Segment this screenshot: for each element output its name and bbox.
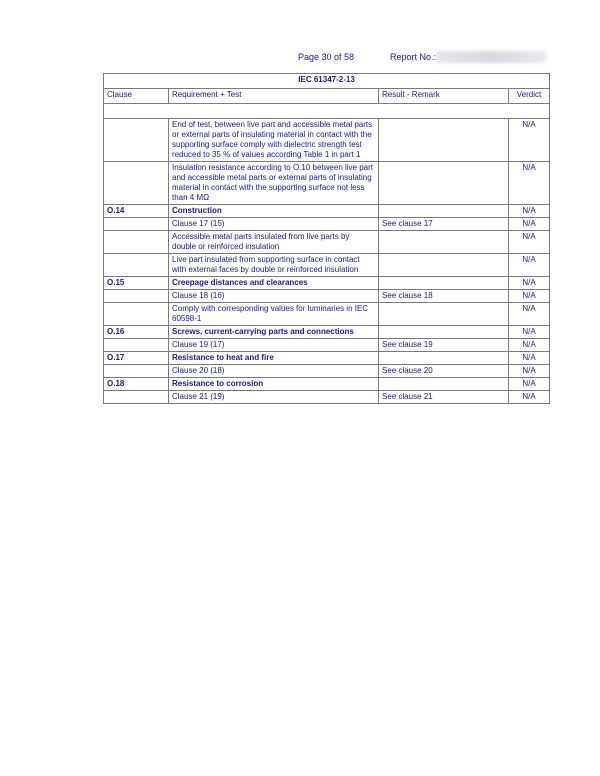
requirement-cell: Live part insulated from supporting surface in contact with external faces by double or reinforced insulation	[169, 254, 379, 277]
table-row	[104, 290, 550, 303]
requirement-cell: Screws, current-carrying parts and connections	[169, 326, 379, 339]
verdict-cell: N/A	[509, 231, 550, 254]
result-cell: See clause 17	[379, 218, 509, 231]
requirement-cell: Creepage distances and clearances	[169, 277, 379, 290]
clause-cell: O.15	[104, 277, 169, 290]
column-header-clause: Clause	[104, 89, 169, 104]
table-row	[104, 254, 550, 277]
clause-cell: O.14	[104, 205, 169, 218]
table-row	[104, 378, 550, 391]
result-cell	[379, 277, 509, 290]
result-cell	[379, 254, 509, 277]
table-spacer	[104, 104, 550, 119]
result-cell: See clause 18	[379, 290, 509, 303]
page-number: Page 30 of 58	[298, 52, 355, 62]
verdict-cell: N/A	[509, 339, 550, 352]
table-row	[104, 326, 550, 339]
page-header	[0, 52, 600, 66]
verdict-table	[103, 73, 550, 404]
table-title-row	[104, 74, 550, 89]
clause-cell	[104, 339, 169, 352]
result-cell: See clause 20	[379, 365, 509, 378]
clause-cell: O.17	[104, 352, 169, 365]
verdict-cell: N/A	[509, 326, 550, 339]
result-cell	[379, 205, 509, 218]
table-row	[104, 391, 550, 404]
verdict-cell: N/A	[509, 290, 550, 303]
clause-cell	[104, 303, 169, 326]
verdict-cell: N/A	[509, 378, 550, 391]
requirement-cell: End of test, between live part and accessible metal parts or external parts of insulating material in contact with the supporting surface comply with dielectric strength test reduced to 35 % of values according Table 1 in part 1	[169, 119, 379, 162]
column-header-verdict: Verdict	[509, 89, 550, 104]
column-header-result: Result - Remark	[379, 89, 509, 104]
table-row	[104, 162, 550, 205]
verdict-cell: N/A	[509, 352, 550, 365]
clause-cell	[104, 218, 169, 231]
table-row	[104, 303, 550, 326]
table-row	[104, 205, 550, 218]
table-row	[104, 352, 550, 365]
verdict-cell: N/A	[509, 303, 550, 326]
table-title: IEC 61347-2-13	[104, 74, 550, 89]
clause-cell	[104, 254, 169, 277]
clause-cell	[104, 290, 169, 303]
verdict-cell: N/A	[509, 391, 550, 404]
result-cell	[379, 162, 509, 205]
result-cell	[379, 119, 509, 162]
result-cell	[379, 378, 509, 391]
clause-cell	[104, 231, 169, 254]
requirement-cell: Clause 18 (16)	[169, 290, 379, 303]
result-cell: See clause 19	[379, 339, 509, 352]
verdict-cell: N/A	[509, 365, 550, 378]
requirement-cell: Resistance to heat and fire	[169, 352, 379, 365]
result-cell	[379, 326, 509, 339]
result-cell	[379, 231, 509, 254]
requirement-cell: Clause 17 (15)	[169, 218, 379, 231]
requirement-cell: Construction	[169, 205, 379, 218]
clause-cell	[104, 162, 169, 205]
report-number-label: Report No.:	[390, 52, 437, 62]
result-cell	[379, 303, 509, 326]
requirement-cell: Clause 19 (17)	[169, 339, 379, 352]
verdict-cell: N/A	[509, 119, 550, 162]
verdict-cell: N/A	[509, 162, 550, 205]
verdict-cell: N/A	[509, 254, 550, 277]
table-row	[104, 277, 550, 290]
verdict-cell: N/A	[509, 277, 550, 290]
requirement-cell: Clause 21 (19)	[169, 391, 379, 404]
result-cell	[379, 352, 509, 365]
requirement-cell: Clause 20 (18)	[169, 365, 379, 378]
clause-cell: O.16	[104, 326, 169, 339]
table-row	[104, 119, 550, 162]
clause-cell	[104, 391, 169, 404]
requirement-cell: Insulation resistance according to O.10 between live part and accessible metal parts or external parts of insulating material in contact with the supporting surface not less than 4 MΩ	[169, 162, 379, 205]
redacted-report-number	[436, 51, 546, 63]
clause-cell	[104, 365, 169, 378]
clause-cell	[104, 119, 169, 162]
column-header-requirement: Requirement + Test	[169, 89, 379, 104]
clause-cell: O.18	[104, 378, 169, 391]
table-row	[104, 339, 550, 352]
requirement-cell: Comply with corresponding values for luminaries in IEC 60598-1	[169, 303, 379, 326]
requirement-cell: Accessible metal parts insulated from live parts by double or reinforced insulation	[169, 231, 379, 254]
verdict-cell: N/A	[509, 218, 550, 231]
table-header-row	[104, 89, 550, 104]
requirement-cell: Resistance to corrosion	[169, 378, 379, 391]
table-row	[104, 231, 550, 254]
result-cell: See clause 21	[379, 391, 509, 404]
table-row	[104, 365, 550, 378]
table-row	[104, 218, 550, 231]
verdict-cell: N/A	[509, 205, 550, 218]
